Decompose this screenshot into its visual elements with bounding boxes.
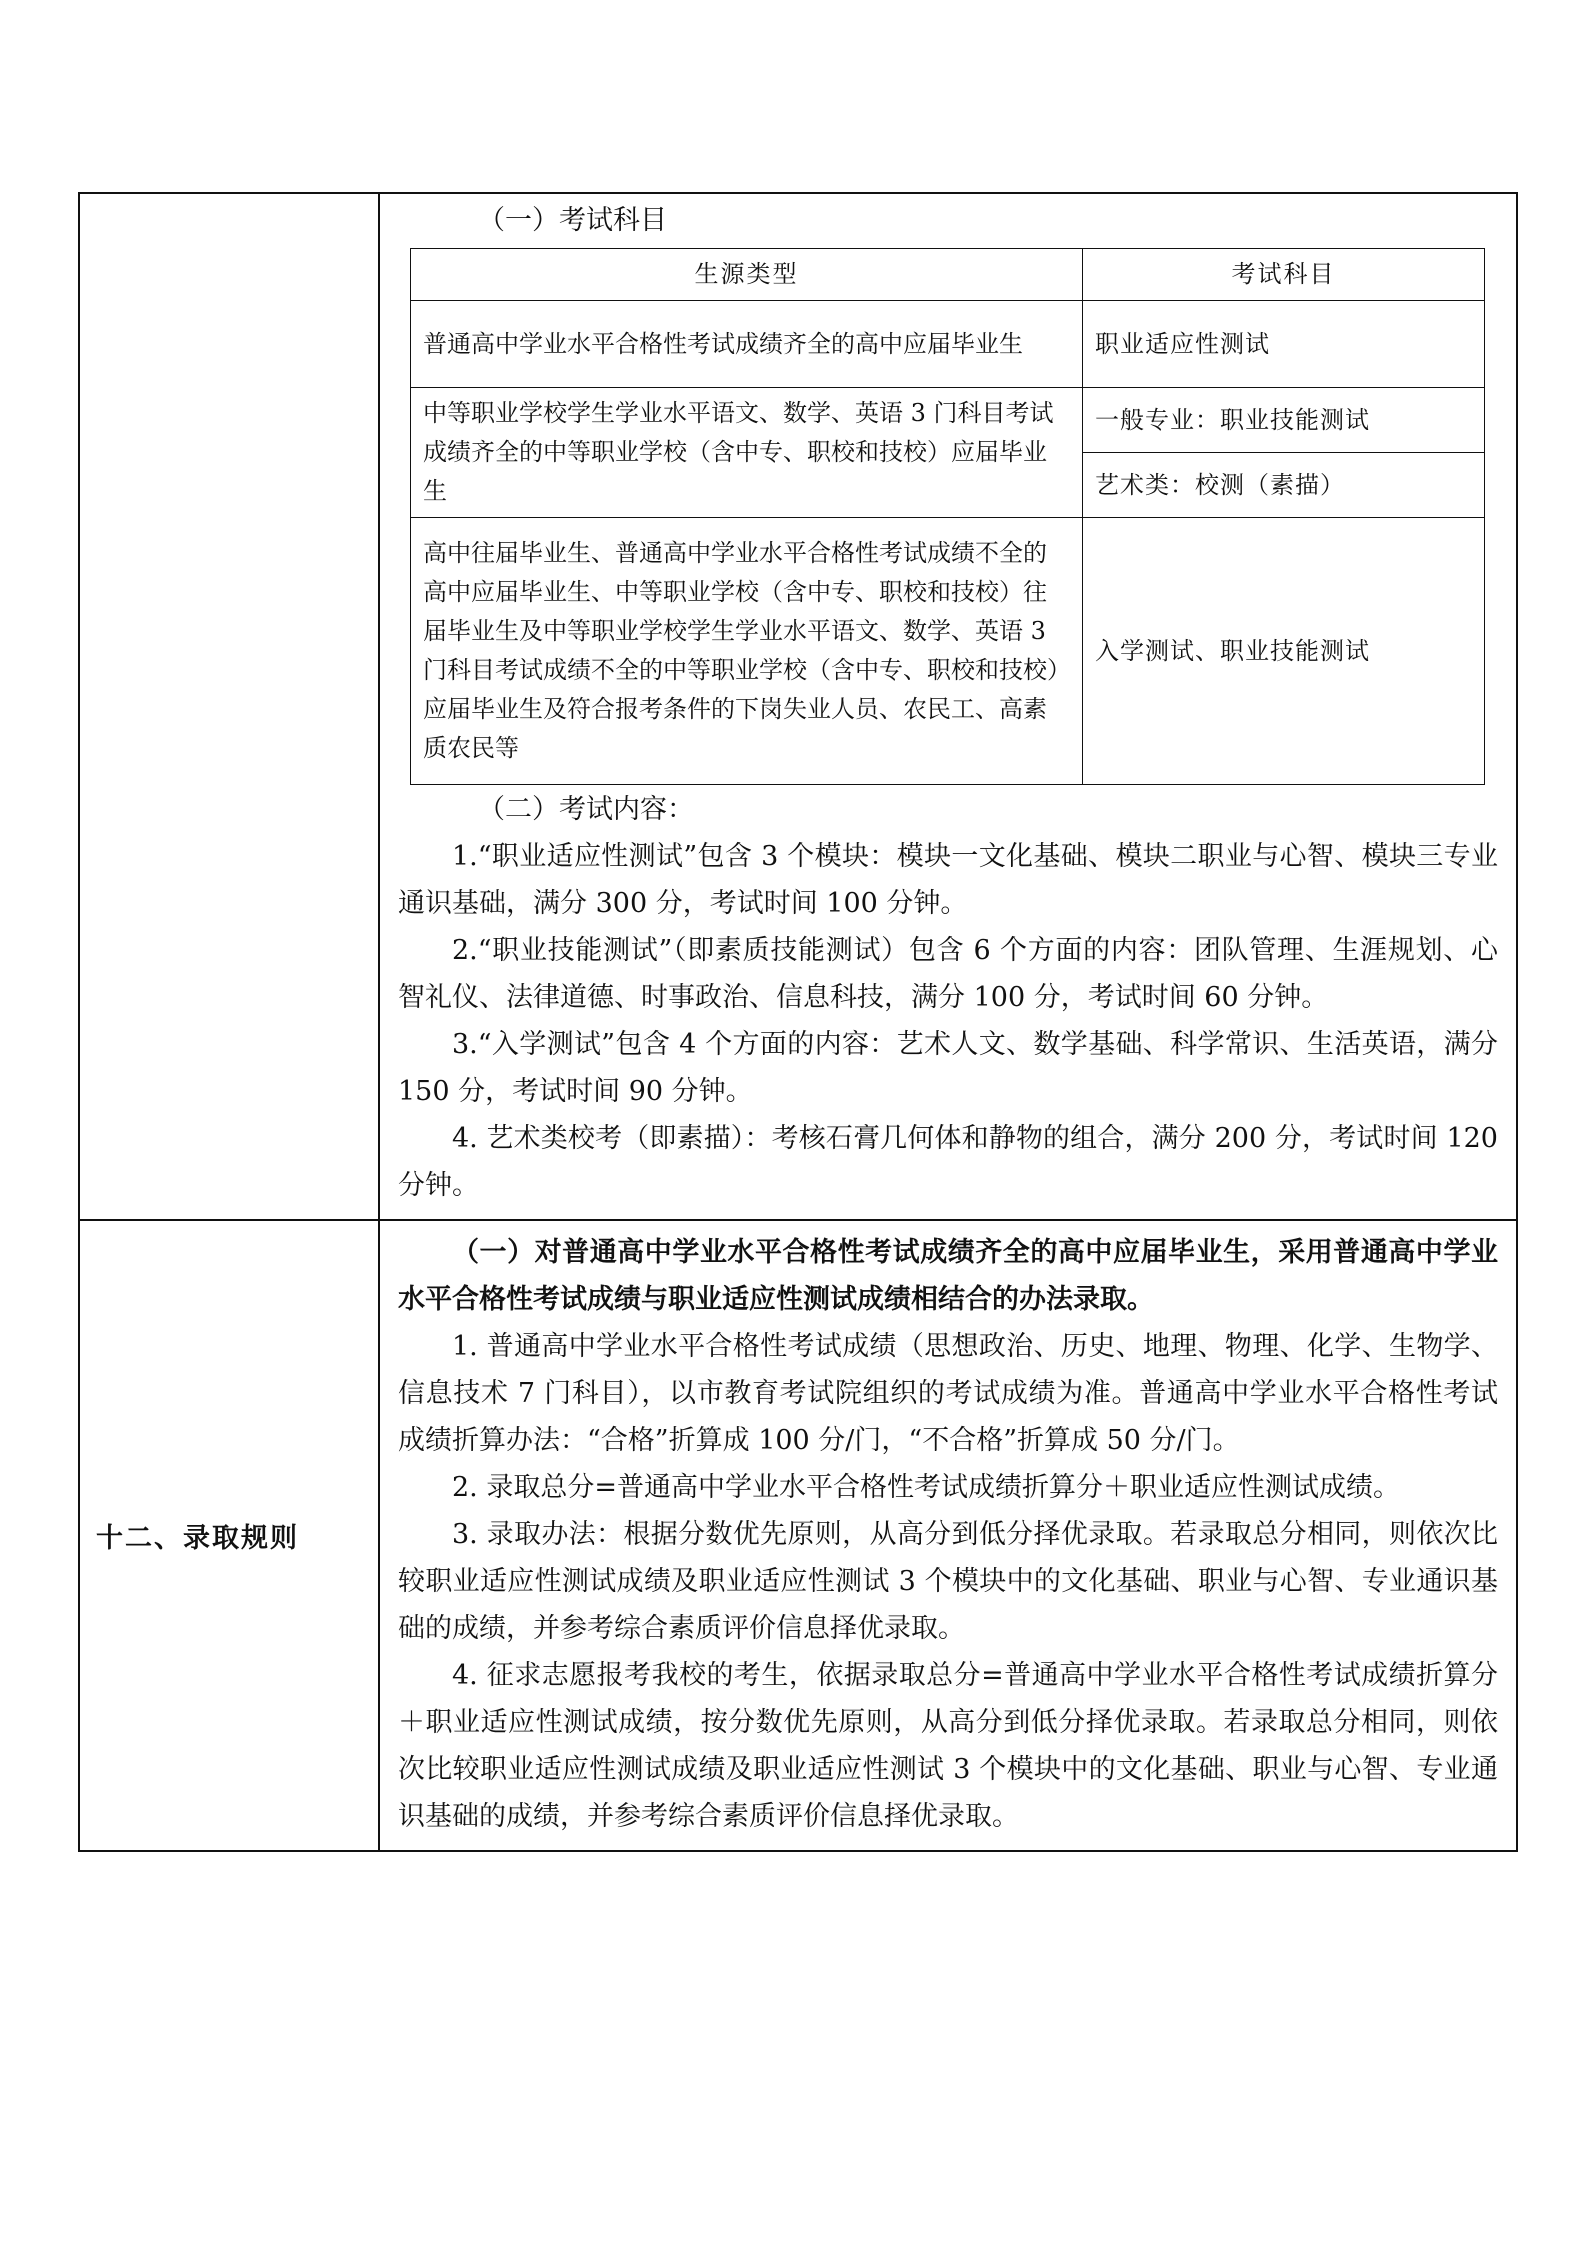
admission-rules-table <box>78 192 1518 1852</box>
table-row <box>411 518 1485 785</box>
table-row <box>411 388 1485 453</box>
admission-rule-item: 2. 录取总分=普通高中学业水平合格性考试成绩折算分＋职业适应性测试成绩。 <box>452 1472 1400 1503</box>
admission-rules-label: 十二、录取规则 <box>96 1523 299 1554</box>
exam-content-item: 2.“职业技能测试”（即素质技能测试）包含 6 个方面的内容：团队管理、生涯规划、心智礼仪、法律道德、时事政治、信息科技，满分 100 分，考试时间 60 分钟。 <box>398 935 1498 1013</box>
source-type-cell: 普通高中学业水平合格性考试成绩齐全的高中应届毕业生 <box>411 301 1083 388</box>
admission-row-content-cell <box>379 1220 1517 1851</box>
exam-row-content-cell <box>379 193 1517 1220</box>
admission-rule-item: 3. 录取办法：根据分数优先原则，从高分到低分择优录取。若录取总分相同，则依次比较职业适应性测试成绩及职业适应性测试 3 个模块中的文化基础、职业与心智、专业通识基础的成绩，并参考综合素质评价信息择优录取。 <box>398 1519 1498 1644</box>
exam-subject-cell: 一般专业：职业技能测试 <box>1083 388 1485 453</box>
exam-content-item: 4. 艺术类校考（即素描）：考核石膏几何体和静物的组合，满分 200 分，考试时间 120 分钟。 <box>398 1123 1498 1201</box>
admission-row <box>79 1220 1517 1851</box>
exam-content-item: 1.“职业适应性测试”包含 3 个模块：模块一文化基础、模块二职业与心智、模块三专业通识基础，满分 300 分，考试时间 100 分钟。 <box>398 841 1498 919</box>
source-type-cell: 中等职业学校学生学业水平语文、数学、英语 3 门科目考试成绩齐全的中等职业学校（含中专、职校和技校）应届毕业生 <box>411 388 1083 518</box>
exam-subjects-table <box>410 248 1485 785</box>
exam-subject-cell: 艺术类：校测（素描） <box>1083 453 1485 518</box>
admission-rule-item: 1. 普通高中学业水平合格性考试成绩（思想政治、历史、地理、物理、化学、生物学、信息技术 7 门科目），以市教育考试院组织的考试成绩为准。普通高中学业水平合格性考试成绩折算办法：“合格”折算成 100 分/门，“不合格”折算成 50 分/门。 <box>398 1331 1498 1456</box>
source-type-cell: 高中往届毕业生、普通高中学业水平合格性考试成绩不全的高中应届毕业生、中等职业学校（含中专、职校和技校）往届毕业生及中等职业学校学生学业水平语文、数学、英语 3 门科目考试成绩不全的中等职业学校（含中专、职校和技校）应届毕业生及符合报考条件的下岗失业人员、农民工、高素质农民等 <box>411 518 1083 785</box>
exam-row-label-cell <box>79 193 379 1220</box>
source-type-header: 生源类型 <box>411 249 1083 301</box>
exam-content-heading: （二）考试内容： <box>478 794 694 825</box>
table-row <box>411 301 1485 388</box>
exam-subject-cell: 入学测试、职业技能测试 <box>1083 518 1485 785</box>
exam-subjects-header-row <box>411 249 1485 301</box>
admission-rule-item: 4. 征求志愿报考我校的考生，依据录取总分=普通高中学业水平合格性考试成绩折算分＋职业适应性测试成绩，按分数优先原则，从高分到低分择优录取。若录取总分相同，则依次比较职业适应性测试成绩及职业适应性测试 3 个模块中的文化基础、职业与心智、专业通识基础的成绩，并参考综合素质评价信息择优录取。 <box>398 1660 1498 1832</box>
exam-subject-header: 考试科目 <box>1083 249 1485 301</box>
exam-subject-cell: 职业适应性测试 <box>1083 301 1485 388</box>
exam-content-item: 3.“入学测试”包含 4 个方面的内容：艺术人文、数学基础、科学常识、生活英语，满分 150 分，考试时间 90 分钟。 <box>398 1029 1498 1107</box>
exam-subjects-heading: （一）考试科目 <box>478 205 667 236</box>
exam-row <box>79 193 1517 1220</box>
admission-row-label-cell <box>79 1220 379 1851</box>
admission-rules-heading: （一）对普通高中学业水平合格性考试成绩齐全的高中应届毕业生，采用普通高中学业水平合格性考试成绩与职业适应性测试成绩相结合的办法录取。 <box>398 1237 1498 1315</box>
